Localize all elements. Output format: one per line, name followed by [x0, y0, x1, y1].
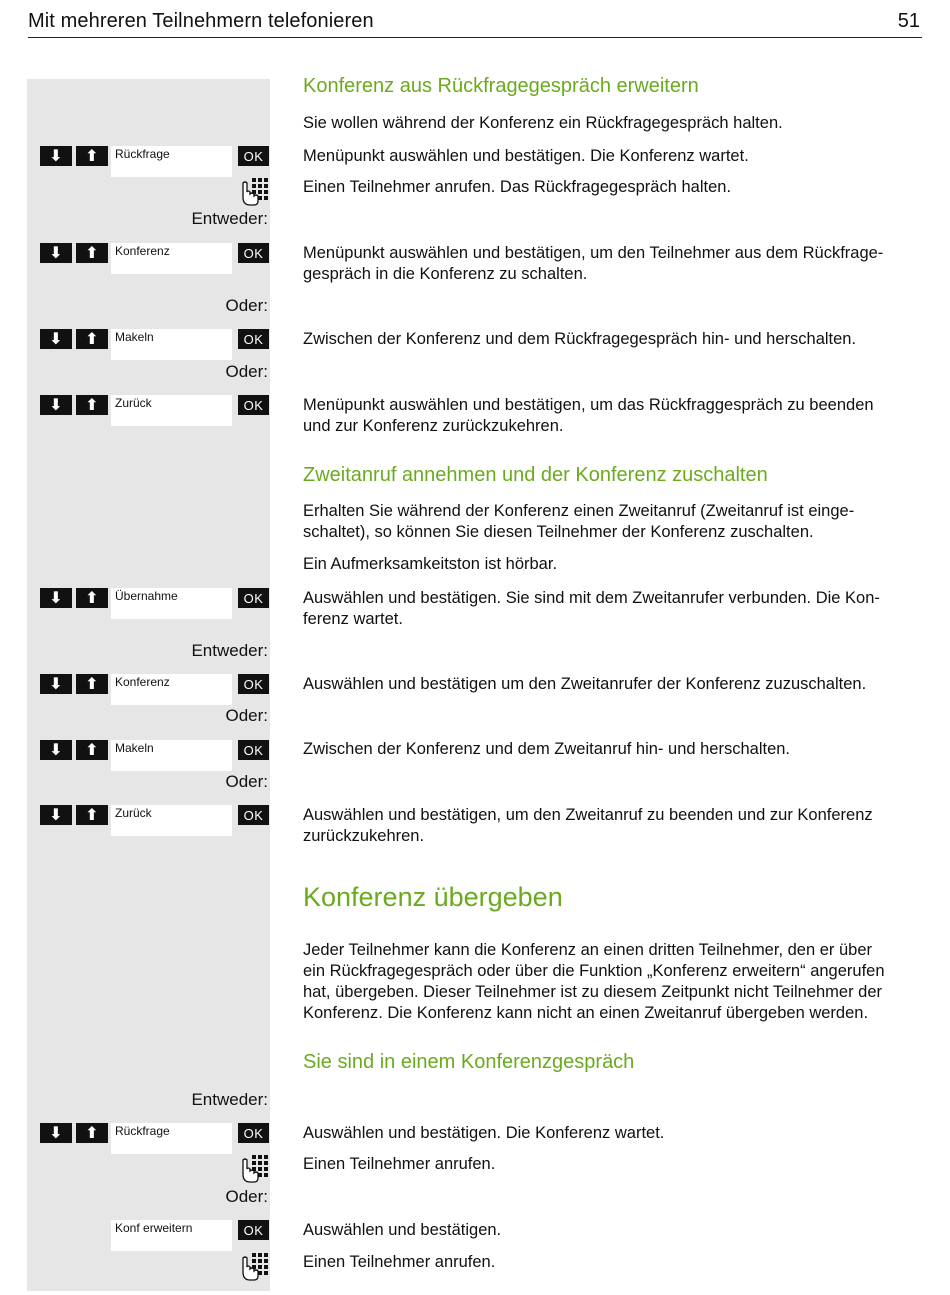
arrow-up-icon[interactable]: ⬆	[76, 146, 108, 166]
section3-para-line2: ein Rückfragegespräch oder über die Funktion „Konferenz erweitern“ angerufen	[303, 962, 885, 980]
section2-option3-text-line1: Auswählen und bestätigen, um den Zweitanruf zu beenden und zur Konferenz	[303, 806, 873, 824]
ok-button[interactable]: OK	[238, 674, 269, 694]
arrow-up-icon[interactable]: ⬆	[76, 243, 108, 263]
arrow-up-icon[interactable]: ⬆	[76, 805, 108, 825]
section1-intro: Sie wollen während der Konferenz ein Rückfragegespräch halten.	[303, 114, 783, 132]
section3-option2-call-text: Einen Teilnehmer anrufen.	[303, 1253, 496, 1271]
ok-button[interactable]: OK	[238, 805, 269, 825]
arrow-down-icon[interactable]: ⬇	[40, 1123, 72, 1143]
ok-button[interactable]: OK	[238, 740, 269, 760]
choice-or: Oder:	[225, 296, 268, 315]
menu-item-konferenz[interactable]: Konferenz	[111, 674, 232, 705]
navigation-arrows	[40, 674, 108, 694]
arrow-down-icon[interactable]: ⬇	[40, 146, 72, 166]
arrow-up-icon[interactable]: ⬆	[76, 674, 108, 694]
menu-item-rueckfrage[interactable]: Rückfrage	[111, 1123, 232, 1154]
menu-item-rueckfrage[interactable]: Rückfrage	[111, 146, 232, 177]
choice-either: Entweder:	[191, 1090, 268, 1109]
keypad-hand-icon	[240, 1154, 268, 1184]
arrow-up-icon[interactable]: ⬆	[76, 740, 108, 760]
section2-intro-line2: schaltet), so können Sie diesen Teilnehmer der Konferenz zuschalten.	[303, 523, 814, 541]
keypad-hand-icon	[240, 177, 268, 207]
section3-para-line3: hat, übergeben. Dieser Teilnehmer ist zu diesem Zeitpunkt nicht Teilnehmer der	[303, 983, 883, 1001]
choice-either: Entweder:	[191, 641, 268, 660]
section3-option1-text: Auswählen und bestätigen. Die Konferenz wartet.	[303, 1124, 665, 1142]
section1-step1-text: Menüpunkt auswählen und bestätigen. Die Konferenz wartet.	[303, 147, 749, 165]
section1-option3-text-line2: und zur Konferenz zurückzukehren.	[303, 417, 564, 435]
section2-tone-text: Ein Aufmerksamkeitston ist hörbar.	[303, 555, 558, 573]
arrow-up-icon[interactable]: ⬆	[76, 329, 108, 349]
section2-option2-text: Zwischen der Konferenz und dem Zweitanruf hin- und herschalten.	[303, 740, 791, 758]
section2-option3-text-line2: zurückzukehren.	[303, 827, 425, 845]
section-heading-second-call: Zweitanruf annehmen und der Konferenz zuschalten	[303, 464, 768, 486]
section1-option3-text-line1: Menüpunkt auswählen und bestätigen, um das Rückfraggespräch zu beenden	[303, 396, 874, 414]
section2-step1-text-line2: ferenz wartet.	[303, 610, 403, 628]
section1-option1-text-line1: Menüpunkt auswählen und bestätigen, um den Teilnehmer aus dem Rückfrage-	[303, 244, 884, 262]
section1-step2-text: Einen Teilnehmer anrufen. Das Rückfragegespräch halten.	[303, 178, 732, 196]
arrow-down-icon[interactable]: ⬇	[40, 740, 72, 760]
menu-item-makeln[interactable]: Makeln	[111, 740, 232, 771]
navigation-arrows	[40, 740, 108, 760]
section3-para-line1: Jeder Teilnehmer kann die Konferenz an einen dritten Teilnehmer, den er über	[303, 941, 873, 959]
section-heading-conference-transfer: Konferenz übergeben	[303, 882, 563, 912]
navigation-arrows	[40, 395, 108, 415]
section2-intro-line1: Erhalten Sie während der Konferenz einen Zweitanruf (Zweitanruf ist einge-	[303, 502, 855, 520]
section3-option1-call-text: Einen Teilnehmer anrufen.	[303, 1155, 496, 1173]
arrow-down-icon[interactable]: ⬇	[40, 243, 72, 263]
arrow-down-icon[interactable]: ⬇	[40, 395, 72, 415]
page-header-title: Mit mehreren Teilnehmern telefonieren	[28, 10, 374, 32]
menu-item-makeln[interactable]: Makeln	[111, 329, 232, 360]
navigation-arrows	[40, 146, 108, 166]
page-number: 51	[897, 10, 920, 32]
arrow-up-icon[interactable]: ⬆	[76, 1123, 108, 1143]
arrow-down-icon[interactable]: ⬇	[40, 805, 72, 825]
section1-option1-text-line2: gespräch in die Konferenz zu schalten.	[303, 265, 588, 283]
navigation-arrows	[40, 588, 108, 608]
arrow-down-icon[interactable]: ⬇	[40, 674, 72, 694]
choice-or: Oder:	[225, 362, 268, 381]
menu-item-konferenz[interactable]: Konferenz	[111, 243, 232, 274]
arrow-up-icon[interactable]: ⬆	[76, 588, 108, 608]
section2-option1-text: Auswählen und bestätigen um den Zweitanrufer der Konferenz zuzuschalten.	[303, 675, 867, 693]
subheading-in-conference: Sie sind in einem Konferenzgespräch	[303, 1051, 635, 1073]
keypad-hand-icon	[240, 1252, 268, 1282]
arrow-up-icon[interactable]: ⬆	[76, 395, 108, 415]
ok-button[interactable]: OK	[238, 146, 269, 166]
choice-or: Oder:	[225, 772, 268, 791]
navigation-arrows	[40, 805, 108, 825]
menu-item-zurueck[interactable]: Zurück	[111, 395, 232, 426]
choice-or: Oder:	[225, 706, 268, 725]
section1-option2-text: Zwischen der Konferenz und dem Rückfragegespräch hin- und herschalten.	[303, 330, 857, 348]
ok-button[interactable]: OK	[238, 329, 269, 349]
menu-item-konf-erweitern[interactable]: Konf erweitern	[111, 1220, 232, 1251]
ok-button[interactable]: OK	[238, 1123, 269, 1143]
navigation-arrows	[40, 1123, 108, 1143]
choice-either: Entweder:	[191, 209, 268, 228]
ok-button[interactable]: OK	[238, 243, 269, 263]
section3-para-line4: Konferenz. Die Konferenz kann nicht an einen Zweitanruf übergeben werden.	[303, 1004, 869, 1022]
section3-option2-text: Auswählen und bestätigen.	[303, 1221, 502, 1239]
navigation-arrows	[40, 243, 108, 263]
menu-item-zurueck[interactable]: Zurück	[111, 805, 232, 836]
section-heading-conference-extend: Konferenz aus Rückfragegespräch erweitern	[303, 75, 699, 97]
choice-or: Oder:	[225, 1187, 268, 1206]
ok-button[interactable]: OK	[238, 588, 269, 608]
arrow-down-icon[interactable]: ⬇	[40, 329, 72, 349]
header-divider	[28, 37, 922, 38]
navigation-arrows	[40, 329, 108, 349]
ok-button[interactable]: OK	[238, 1220, 269, 1240]
ok-button[interactable]: OK	[238, 395, 269, 415]
arrow-down-icon[interactable]: ⬇	[40, 588, 72, 608]
section2-step1-text-line1: Auswählen und bestätigen. Sie sind mit dem Zweitanrufer verbunden. Die Kon-	[303, 589, 880, 607]
menu-item-uebernahme[interactable]: Übernahme	[111, 588, 232, 619]
